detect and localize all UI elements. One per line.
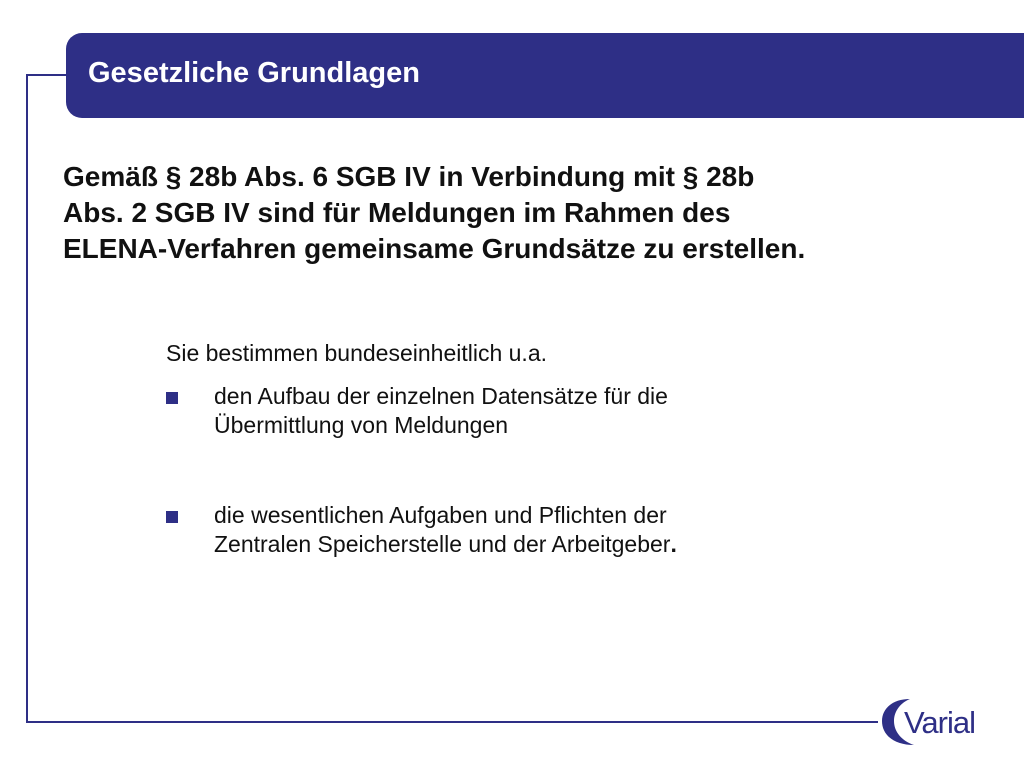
bullet-text [214, 382, 668, 440]
sub-heading: Sie bestimmen bundeseinheitlich u.a. [166, 340, 548, 366]
bullet-end-mark: . [670, 531, 677, 557]
frame-bottom-line [26, 721, 878, 723]
bullet-line-text: Zentralen Speicherstelle und der Arbeitgeber [214, 531, 671, 557]
title-banner [66, 33, 1024, 118]
bullet-line: Übermittlung von Meldungen [214, 412, 509, 438]
intro-line: Abs. 2 SGB IV sind für Meldungen im Rahmen des [63, 197, 731, 228]
intro-line: ELENA-Verfahren gemeinsame Grundsätze zu erstellen. [63, 233, 806, 264]
intro-line: Gemäß § 28b Abs. 6 SGB IV in Verbindung mit § 28b [63, 161, 755, 192]
varial-logo-icon [880, 693, 1006, 749]
intro-paragraph [63, 159, 963, 267]
slide-title: Gesetzliche Grundlagen [88, 57, 420, 89]
frame-top-line [26, 74, 70, 76]
logo-wordmark: Varial [904, 705, 975, 740]
varial-logo [880, 693, 1006, 749]
square-bullet-icon [166, 392, 178, 404]
frame-left-line [26, 74, 28, 723]
square-bullet-icon [166, 511, 178, 523]
bullet-line [214, 530, 677, 559]
bullet-text [214, 501, 677, 559]
bullet-line: die wesentlichen Aufgaben und Pflichten der [214, 502, 667, 528]
bullet-line: den Aufbau der einzelnen Datensätze für die [214, 383, 668, 409]
